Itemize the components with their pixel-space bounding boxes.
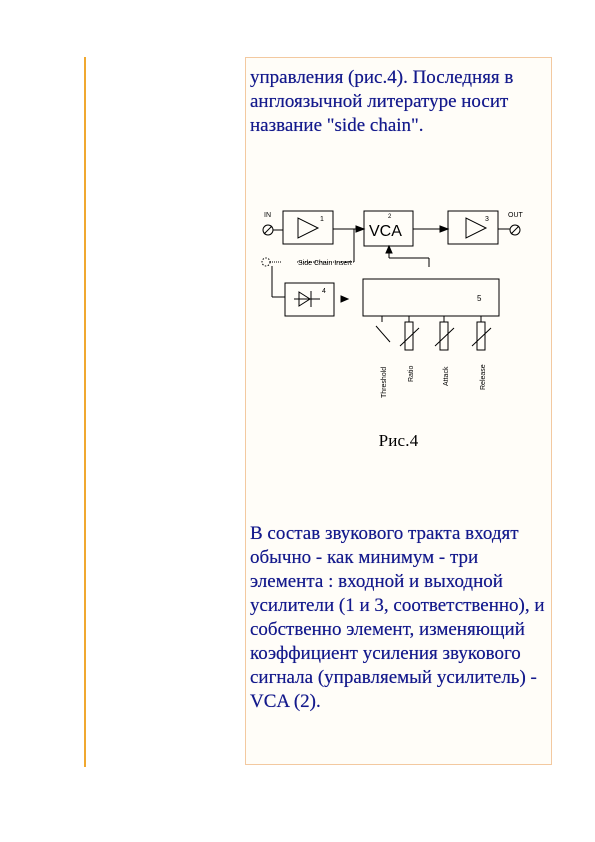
block3-number: 3 bbox=[485, 216, 489, 223]
threshold-label: Threshold bbox=[381, 366, 388, 398]
input-amplifier-block bbox=[283, 211, 333, 244]
figure-caption: Рис.4 bbox=[378, 431, 419, 450]
amplifier-triangle-icon bbox=[298, 218, 318, 238]
margin-rule bbox=[84, 57, 86, 767]
attack-label: Attack bbox=[443, 366, 450, 386]
threshold-control-icon bbox=[376, 326, 390, 342]
side-chain-label: Side Chain Insert bbox=[298, 260, 352, 267]
release-control-icon bbox=[477, 322, 485, 350]
content-frame bbox=[245, 57, 552, 765]
vca-label: VCA bbox=[369, 223, 402, 240]
in-label: IN bbox=[264, 212, 271, 219]
block4-number: 4 bbox=[322, 288, 326, 295]
paragraph-signal-path: В состав звукового тракта входят обычно - как минимум - три элемента : входной и выходной усилители (1 и 3, соответственно), и собственно элемент, изменяющий коэффициент усиления звукового сигнала (управляемый усилитель) - VCA (2). bbox=[250, 523, 545, 712]
vca-number: 2 bbox=[388, 214, 392, 220]
paragraph-side-chain: управления (рис.4). Последняя в англоязычной литературе носит название "side chain". bbox=[250, 67, 514, 136]
block1-number: 1 bbox=[320, 216, 324, 223]
out-label: OUT bbox=[508, 212, 523, 219]
side-chain-jack-icon bbox=[262, 258, 270, 266]
amplifier-triangle-icon bbox=[466, 218, 486, 238]
ratio-label: Ratio bbox=[408, 365, 415, 382]
block5-number: 5 bbox=[477, 294, 482, 303]
release-label: Release bbox=[480, 364, 487, 390]
compressor-block-diagram bbox=[256, 196, 541, 426]
ratio-control-icon bbox=[405, 322, 413, 350]
attack-control-icon bbox=[440, 322, 448, 350]
output-amplifier-block bbox=[448, 211, 498, 244]
